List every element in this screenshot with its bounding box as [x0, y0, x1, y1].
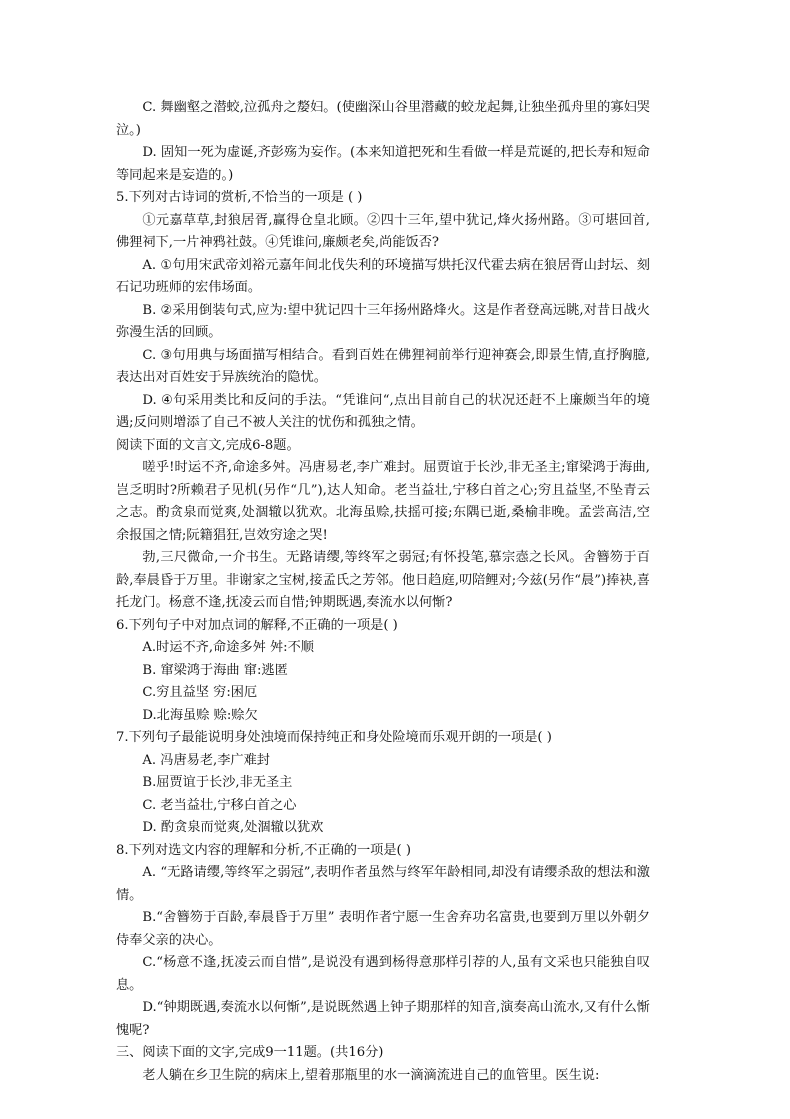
option-d-question-6: D.北海虽赊 赊:赊欠 [142, 707, 258, 723]
modern-passage-first-line: 老人躺在乡卫生院的病床上,望着那瓶里的水一滴滴流进自己的血管里。医生说: [142, 1067, 600, 1083]
option-a-question-8: A. “无路请缨,等终军之弱冠”,表明作者虽然与终军年龄相同,却没有请缨杀敌的想法和激情。 [116, 865, 650, 903]
classical-passage-paragraph-2: 勃,三尺微命,一介书生。无路请缨,等终军之弱冠;有怀投笔,慕宗悫之长风。舍簪笏于百龄,奉晨昏于万里。非谢家之宝树,接孟氏之芳邻。他日趋庭,叨陪鲤对;今兹(另作“晨”)捧袂,喜托龙门。杨意不逢,抚凌云而自惜;钟期既遇,奏流水以何惭? [116, 550, 650, 610]
option-d-question-4: D. 固知一死为虚诞,齐彭殇为妄作。(本来知道把死和生看做一样是荒诞的,把长寿和短命等同起来是妄造的。) [116, 145, 650, 183]
option-b-question-5: B. ②采用倒装句式,应为:望中犹记四十三年扬州路烽火。这是作者登高远眺,对昔日战火弥漫生活的回顾。 [116, 302, 650, 340]
option-d-question-8: D.“钟期既遇,奏流水以何惭”,是说既然遇上钟子期那样的知音,演奏高山流水,又有什么惭愧呢? [116, 1000, 650, 1038]
question-8-stem: 8.下列对选文内容的理解和分析,不正确的一项是( ) [116, 842, 412, 858]
option-c-question-8: C.“杨意不逢,抚凌云而自惜”,是说没有遇到杨得意那样引荐的人,虽有文采也只能独自叹息。 [116, 955, 650, 993]
option-b-question-7: B.屈贾谊于长沙,非无圣主 [142, 775, 293, 790]
option-a-question-5: A. ①句用宋武帝刘裕元嘉年间北伐失利的环境描写烘托汉代霍去病在狼居胥山封坛、刻石记功班师的宏伟场面。 [116, 257, 650, 295]
reading-instruction: 阅读下面的文言文,完成6-8题。 [116, 437, 300, 453]
option-c-question-4: C. 舞幽壑之潜蛟,泣孤舟之嫠妇。(使幽深山谷里潜藏的蛟龙起舞,让独坐孤舟里的寡妇哭泣。) [116, 100, 650, 138]
classical-passage-paragraph-1: 嗟乎!时运不齐,命途多舛。冯唐易老,李广难封。屈贾谊于长沙,非无圣主;窜梁鸿于海曲,岂乏明时?所赖君子见机(另作“几”),达人知命。老当益壮,宁移白首之心;穷且益坚,不坠青云之志。酌贪泉而觉爽,处涸辙以犹欢。北海虽赊,扶摇可接;东隅已逝,桑榆非晚。孟尝高洁,空余报国之情;阮籍猖狂,岂效穷途之哭! [116, 460, 650, 543]
option-c-question-5: C. ③句用典与场面描写相结合。看到百姓在佛狸祠前举行迎神赛会,即景生情,直抒胸臆,表达出对百姓安于异族统治的隐忧。 [116, 347, 650, 385]
option-d-question-7: D. 酌贪泉而觉爽,处涸辙以犹欢 [142, 820, 324, 835]
option-b-question-8: B.“舍簪笏于百龄,奉晨昏于万里” 表明作者宁愿一生舍弃功名富贵,也要到万里以外朝夕侍奉父亲的决心。 [116, 910, 650, 948]
option-c-question-7: C. 老当益壮,宁移白首之心 [142, 797, 297, 813]
option-b-question-6: B. 窜梁鸿于海曲 窜:逃匿 [142, 662, 288, 678]
option-d-question-5: D. ④句采用类比和反问的手法。“凭谁问“,点出目前自己的状况还赶不上廉颇当年的境遇;反问则增添了自己不被人关注的忧伤和孤独之情。 [116, 392, 650, 430]
question-6-stem: 6.下列句子中对加点词的解释,不正确的一项是( ) [116, 617, 398, 633]
option-a-question-7: A. 冯唐易老,李广难封 [142, 752, 270, 768]
option-a-question-6: A.时运不齐,命途多舛 舛:不顺 [142, 640, 314, 655]
question-5-stem: 5.下列对古诗词的赏析,不恰当的一项是 ( ) [116, 190, 363, 205]
poem-excerpt: ①元嘉草草,封狼居胥,赢得仓皇北顾。②四十三年,望中犹记,烽火扬州路。③可堪回首,佛狸祠下,一片神鸦社鼓。④凭谁问,廉颇老矣,尚能饭否? [116, 212, 650, 250]
section-3-heading: 三、阅读下面的文字,完成9一11题。(共16分) [116, 1045, 384, 1060]
question-7-stem: 7.下列句子最能说明身处浊境而保持纯正和身处险境而乐观开朗的一项是( ) [116, 730, 552, 745]
option-c-question-6: C.穷且益坚 穷:困厄 [142, 685, 258, 700]
